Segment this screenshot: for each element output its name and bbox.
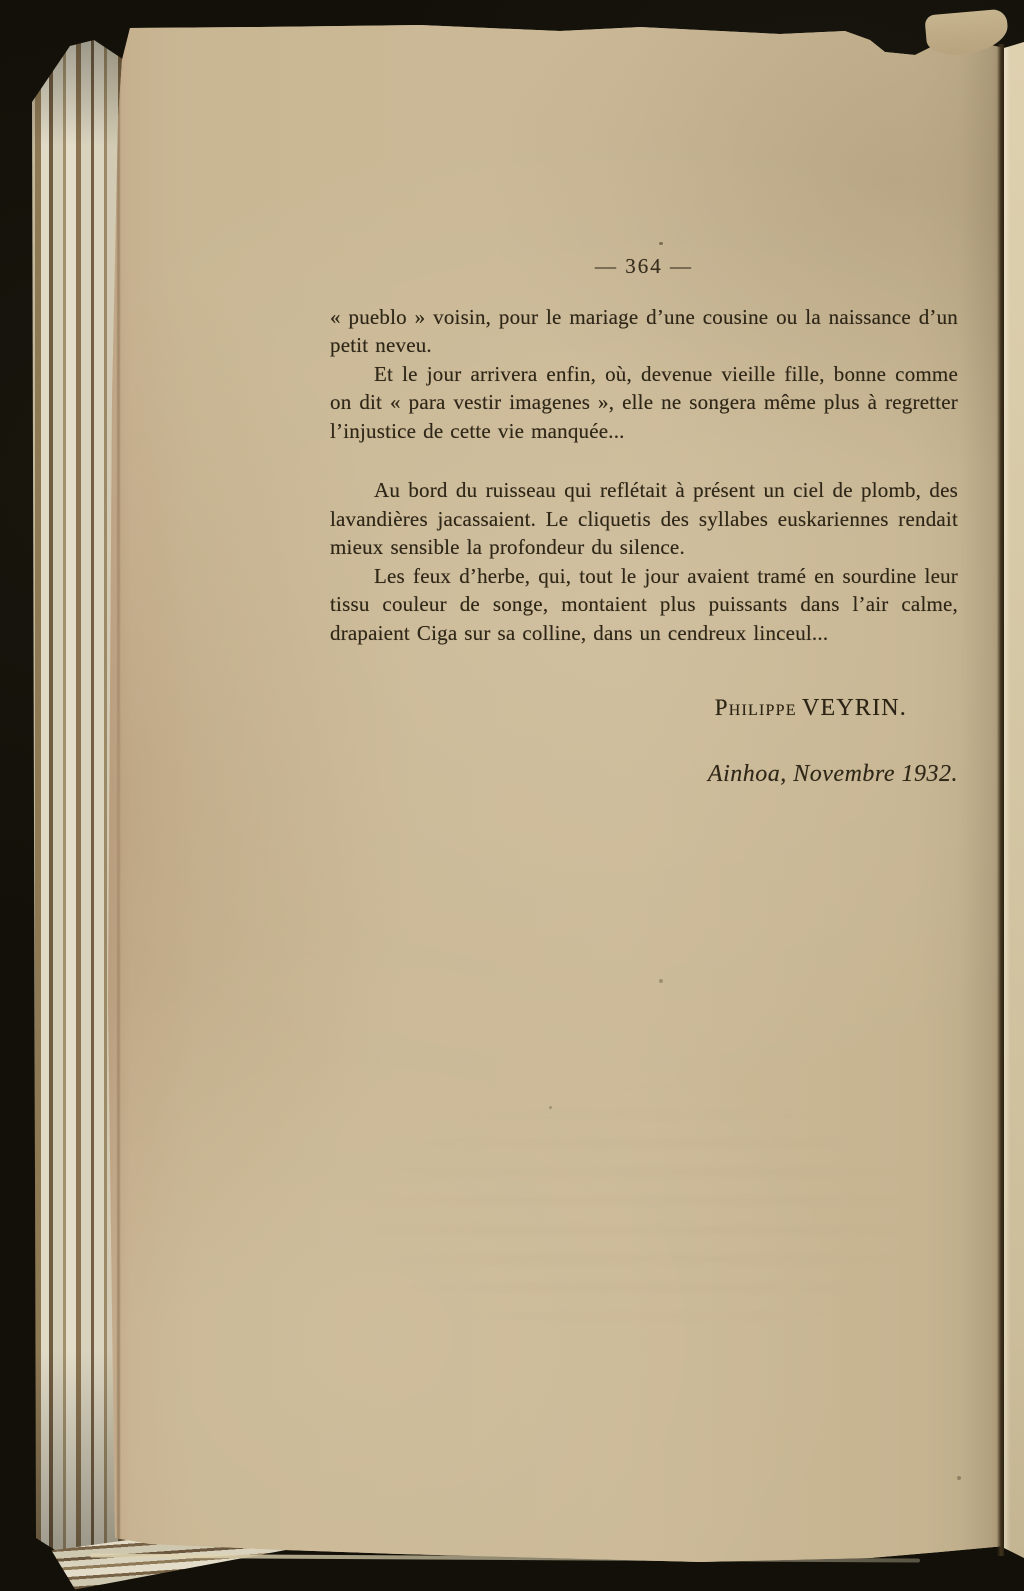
dateline: Ainhoa, Novembre 1932. bbox=[707, 760, 958, 787]
page-number: — 364 — bbox=[595, 254, 693, 278]
dust-speck bbox=[957, 1476, 961, 1480]
paragraph: Au bord du ruisseau qui reflétait à présent un ciel de plomb, des lavandières jacassaient. Le cliquetis des syllabes euskariennes rendait mieux sensible la profondeur du silence. bbox=[330, 478, 958, 559]
paragraph: « pueblo » voisin, pour le mariage d’une cousine ou la naissance d’un petit neveu. bbox=[330, 304, 958, 357]
page-content bbox=[330, 252, 958, 788]
dust-speck bbox=[549, 1106, 552, 1109]
author-signature bbox=[330, 694, 958, 723]
paragraph: Et le jour arrivera enfin, où, devenue vieille fille, bonne comme on dit « para vestir imagenes », elle ne songera même plus à regretter l’injustice de cette vie manquée... bbox=[330, 361, 958, 443]
author-last-name: VEYRIN. bbox=[801, 695, 907, 721]
show-through-text bbox=[340, 1080, 940, 1350]
next-page-edge bbox=[1004, 42, 1024, 1558]
dust-speck bbox=[659, 242, 663, 245]
dust-speck bbox=[659, 979, 663, 983]
gutter-shadow bbox=[997, 44, 1004, 1556]
author-first-name: Philippe bbox=[714, 695, 797, 720]
paragraph: Les feux d’herbe, qui, tout le jour avaient tramé en sourdine leur tissu couleur de songe, montaient plus puissants dans l’air calme, drapaient Ciga sur sa colline, dans un cendreux linceul... bbox=[330, 563, 958, 645]
